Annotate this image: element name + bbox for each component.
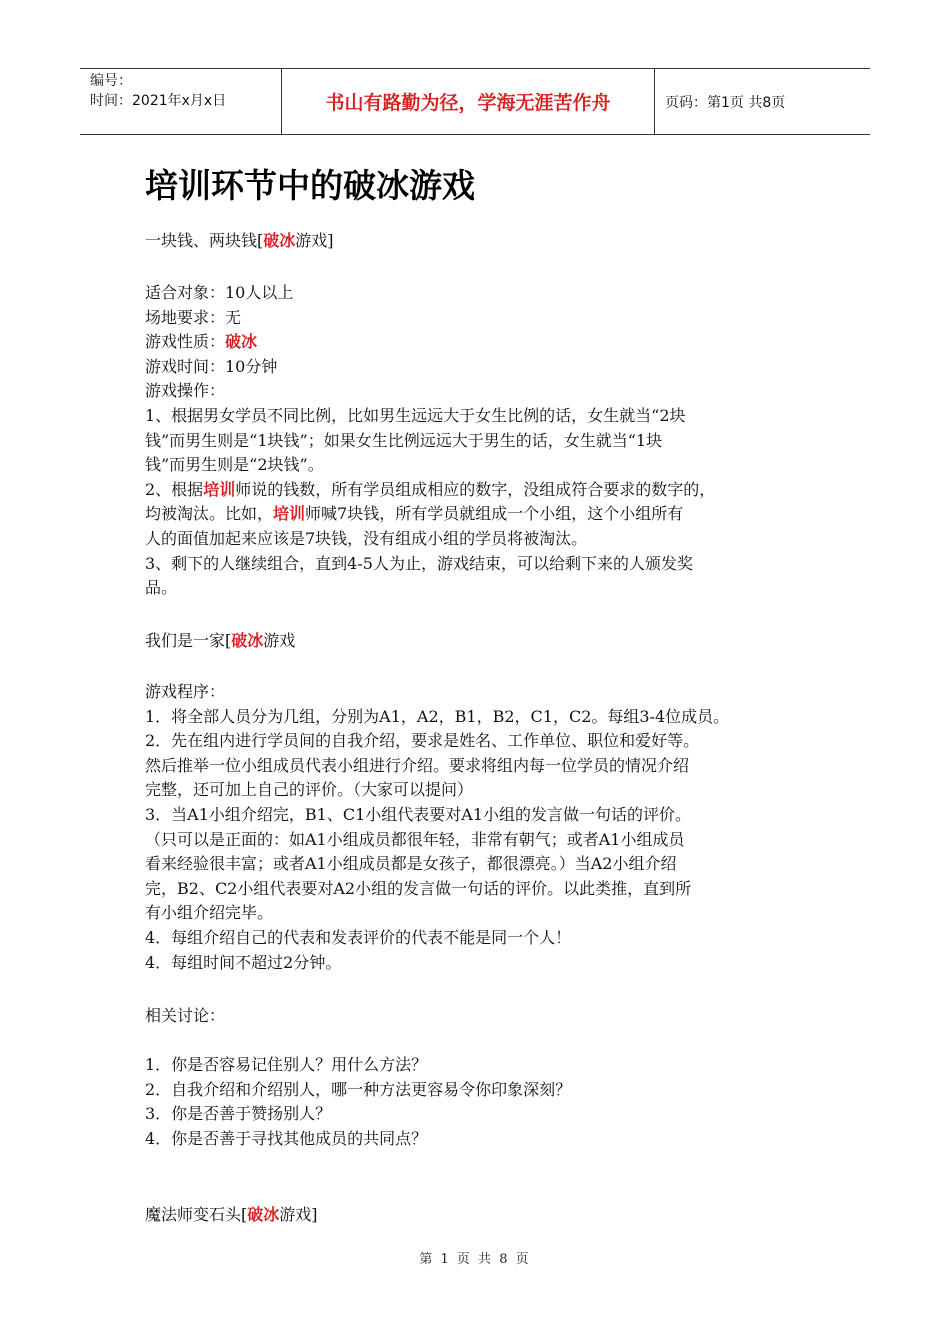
game1-op3: 3、剩下的人继续组合，直到4-5人为止，游戏结束，可以给剩下来的人颁发奖	[145, 553, 693, 573]
time-label: 时间：2021年x月x日	[90, 93, 227, 109]
page-footer: 第 1 页 共 8 页	[419, 1252, 531, 1267]
game1-duration: 游戏时间：10分钟	[145, 356, 278, 376]
header-table	[80, 68, 870, 135]
page-title: 培训环节中的破冰游戏	[145, 166, 475, 205]
highlight: 破冰	[263, 231, 296, 250]
question-2: 2．自我介绍和介绍别人，哪一种方法更容易令你印象深刻？	[145, 1079, 572, 1099]
game1-venue: 场地要求：无	[145, 307, 242, 327]
game2-discussion-label: 相关讨论：	[145, 1006, 226, 1025]
highlight: 破冰	[231, 631, 264, 650]
header-meta-cell	[80, 69, 282, 134]
game1-op2: 2、根据培训师说的钱数，所有学员组成相应的数字，没组成符合要求的数字的，	[145, 479, 716, 499]
game2-step1: 1．将全部人员分为几组，分别为A1，A2，B1，B2，C1，C2。每组3-4位成员。	[145, 706, 730, 726]
game1-body: 适合对象：10人以上 场地要求：无 游戏性质：破冰 游戏时间：10分钟 游戏操作： 1、根据男女学员不同比例，比如男生远远大于女生比例的话，女生就当“2块 钱”而男生则是“1块钱”；如果女生比例远远大于男生的话，女生就当“1块 钱”而男生则是“2块钱”。 2、根据培训师说的钱数，所有学员组成相应的数字，没组成符合要求的数字的， 均被淘汰。比如，培训师喊7块钱，所有学员就组成一个小组，这个小组所有 人的面值加起来应该是7块钱，没有组成小组的学员将被淘汰。 3、剩下的人继续组合，直到4-5人为止，游戏结束，可以给剩下来的人颁发奖 品。	[145, 281, 835, 601]
game1-target: 适合对象：10人以上	[145, 283, 294, 302]
question-1: 1．你是否容易记住别人？用什么方法？	[145, 1055, 428, 1074]
game2-step3: 3．当A1小组介绍完，B1、C1小组代表要对A1小组的发言做一句话的评价。	[145, 804, 692, 824]
highlight: 培训	[203, 479, 236, 499]
header-page-label: 页码：第1页 共8页	[665, 94, 786, 111]
game1-op1: 1、根据男女学员不同比例，比如男生远远大于女生比例的话，女生就当“2块	[145, 405, 686, 425]
game2-body: 游戏程序： 1．将全部人员分为几组，分别为A1，A2，B1，B2，C1，C2。每组3-4位成员。 2．先在组内进行学员间的自我介绍，要求是姓名、工作单位、职位和爱好等。 然后推举一位小组成员代表小组进行介绍。要求将组内每一位学员的情况介绍 完整，还可加上自己的评价。（大家可以提问） 3．当A1小组介绍完，B1、C1小组代表要对A1小组的发言做一句话的评价。 （只可以是正面的：如A1小组成员都很年轻，非常有朝气；或者A1小组成员 看来经验很丰富；或者A1小组成员都是女孩子，都很漂亮。）当A2小组介绍 完，B2、C2小组代表要对A2小组的发言做一句话的评价。以此类推，直到所 有小组介绍完毕。 4．每组介绍自己的代表和发表评价的代表不能是同一个人！ 4．每组时间不超过2分钟。	[145, 680, 835, 975]
number-label: 编号：	[90, 73, 132, 89]
game1-ops-label: 游戏操作：	[145, 381, 226, 401]
game2-questions	[145, 1053, 835, 1151]
game2-step4: 4．每组介绍自己的代表和发表评价的代表不能是同一个人！	[145, 927, 572, 947]
game1-heading: 一块钱、两块钱[破冰游戏]	[145, 231, 334, 250]
header-motto: 书山有路勤为径，学海无涯苦作舟	[282, 69, 655, 134]
game3-heading: 魔法师变石头[破冰游戏]	[145, 1205, 318, 1224]
highlight: 破冰	[247, 1205, 280, 1224]
game2-proc-label: 游戏程序：	[145, 682, 226, 701]
game1-nature: 游戏性质：破冰	[145, 332, 258, 352]
question-4: 4．你是否善于寻找其他成员的共同点？	[145, 1128, 428, 1148]
game2-heading: 我们是一家[破冰游戏	[145, 631, 296, 650]
game2-step5: 4．每组时间不超过2分钟。	[145, 952, 342, 972]
game2-step2: 2．先在组内进行学员间的自我介绍，要求是姓名、工作单位、职位和爱好等。	[145, 731, 700, 751]
highlight: 破冰	[225, 332, 258, 352]
question-3: 3．你是否善于赞扬别人？	[145, 1104, 332, 1124]
highlight: 培训	[273, 504, 306, 524]
